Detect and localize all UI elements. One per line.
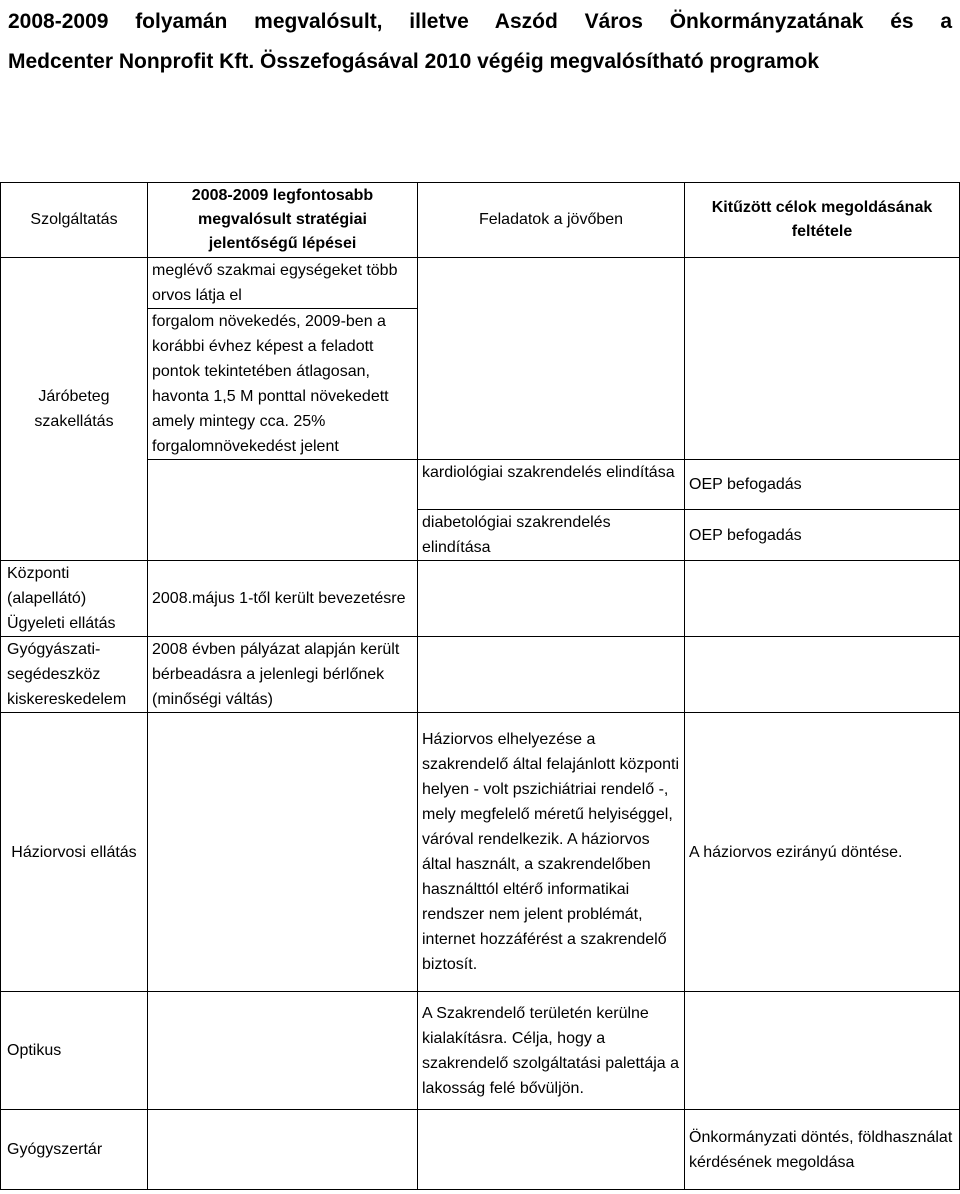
cond-jarobeteg-2: OEP befogadás [685, 510, 960, 561]
table-row [1, 1110, 960, 1190]
task-empty [418, 561, 685, 637]
step-empty [148, 713, 418, 992]
table-row [1, 258, 960, 309]
task-optikus: A Szakrendelő területén kerülne kialakításra. Célja, hogy a szakrendelő szolgáltatási palettája a lakosság felé bővüljön. [418, 992, 685, 1110]
table-row [1, 637, 960, 713]
step-empty [148, 460, 418, 561]
task-empty [418, 309, 685, 460]
cond-empty [685, 309, 960, 460]
programs-table [0, 182, 960, 1190]
table-row [1, 992, 960, 1110]
service-haziorvos: Háziorvosi ellátás [1, 713, 148, 992]
task-empty [418, 637, 685, 713]
cond-jarobeteg-1: OEP befogadás [685, 460, 960, 510]
step-empty [148, 992, 418, 1110]
task-haziorvos: Háziorvos elhelyezése a szakrendelő által felajánlott központi helyen - volt pszichiátriai rendelő -, mely megfelelő méretű helyiséggel, váróval rendelkezik. A háziorvos által használt, a szakrendelőben használttól eltérő informatikai rendszer nem jelent problémát, internet hozzáférést a szakrendelő biztosít. [418, 713, 685, 992]
service-optikus: Optikus [1, 992, 148, 1110]
step-kozponti: 2008.május 1-től került bevezetésre [148, 561, 418, 637]
cond-empty [685, 258, 960, 309]
header-conditions: Kitűzött célok megoldásának feltétele [685, 183, 960, 258]
header-tasks: Feladatok a jövőben [418, 183, 685, 258]
cond-gyogyszertar: Önkormányzati döntés, földhasználat kérdésének megoldása [685, 1110, 960, 1190]
step-gyogyaszati: 2008 évben pályázat alapján került bérbeadásra a jelenlegi bérlőnek (minőségi váltás) [148, 637, 418, 713]
step-jarobeteg-2: forgalom növekedés, 2009-ben a korábbi évhez képest a feladott pontok tekintetében átlagosan, havonta 1,5 M ponttal növekedett amely mintegy cca. 25% forgalomnövekedést jelent [148, 309, 418, 460]
cond-empty [685, 561, 960, 637]
cond-empty [685, 992, 960, 1110]
page-title [8, 2, 952, 82]
service-kozponti: Központi (alapellátó) Ügyeleti ellátás [1, 561, 148, 637]
cond-haziorvos: A háziorvos ezirányú döntése. [685, 713, 960, 992]
header-steps: 2008-2009 legfontosabb megvalósult stratégiai jelentőségű lépései [148, 183, 418, 258]
page-title-line-1: 2008-2009 folyamán megvalósult, illetve Aszód Város Önkormányzatának és a [8, 10, 952, 33]
service-gyogyaszati: Gyógyászati-segédeszköz kiskereskedelem [1, 637, 148, 713]
page-title-line-2: Medcenter Nonprofit Kft. Összefogásával 2010 végéig megvalósítható programok [8, 50, 820, 73]
table-row [1, 713, 960, 992]
service-jarobeteg: Járóbeteg szakellátás [1, 258, 148, 561]
task-jarobeteg-1: kardiológiai szakrendelés elindítása [418, 460, 685, 510]
table-row [1, 561, 960, 637]
service-gyogyszertar: Gyógyszertár [1, 1110, 148, 1190]
header-service: Szolgáltatás [1, 183, 148, 258]
table-header-row [1, 183, 960, 258]
step-empty [148, 1110, 418, 1190]
task-empty [418, 1110, 685, 1190]
task-empty [418, 258, 685, 309]
step-jarobeteg-1: meglévő szakmai egységeket több orvos látja el [148, 258, 418, 309]
task-jarobeteg-2: diabetológiai szakrendelés elindítása [418, 510, 685, 561]
cond-empty [685, 637, 960, 713]
